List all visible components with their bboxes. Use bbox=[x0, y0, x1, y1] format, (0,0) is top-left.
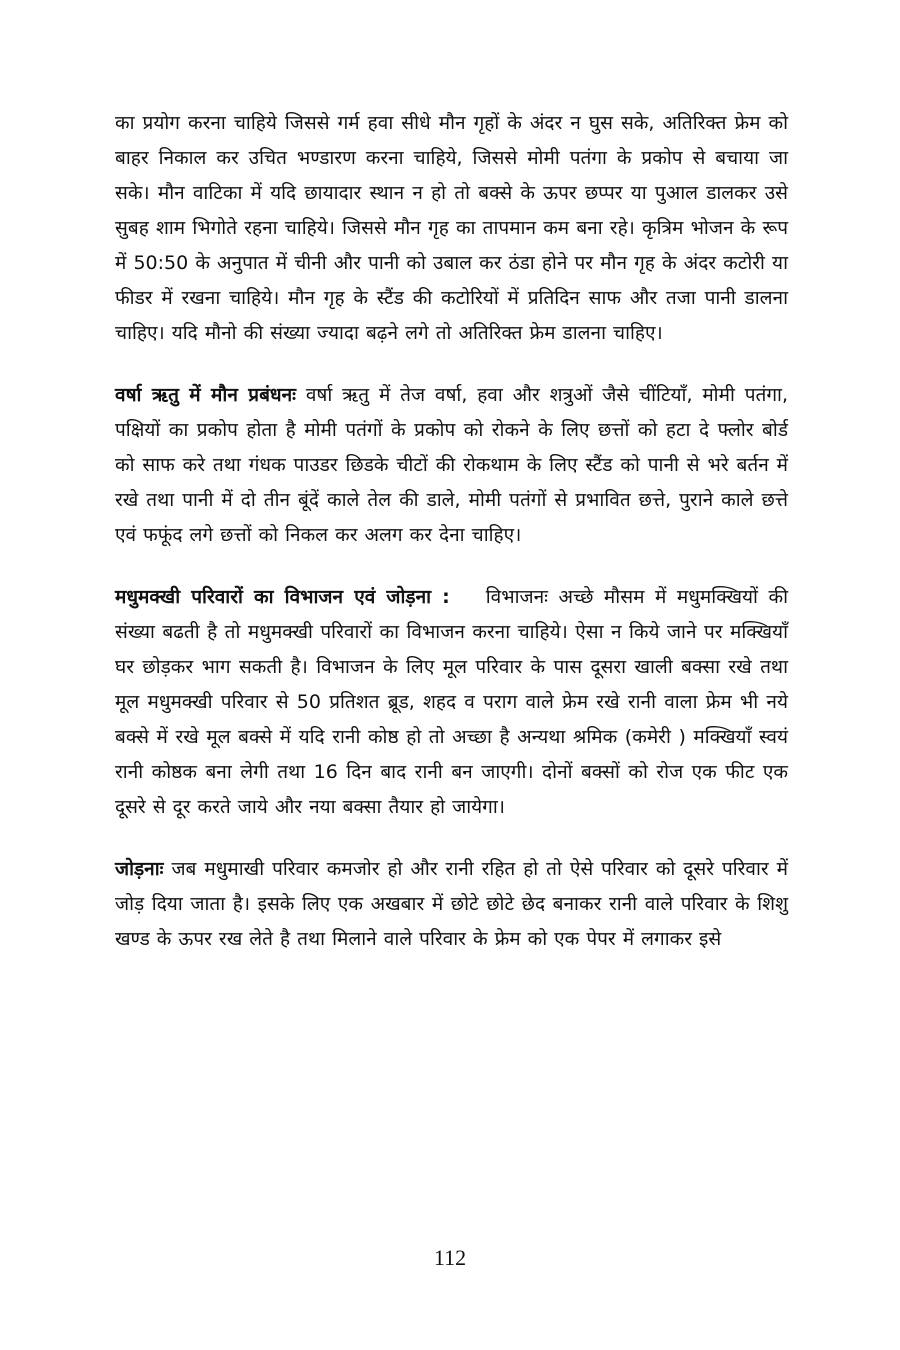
paragraph-division-joining bbox=[115, 580, 788, 825]
paragraph-text: विभाजनः अच्छे मौसम में मधुमक्खियों की संख्या बढती है तो मधुमक्खी परिवारों का विभाजन करना चाहिये। ऐसा न किये जाने पर मक्खियाँ घर छोड़कर भाग सकती है। विभाजन के लिए मूल परिवार के पास दूसरा खाली बक्सा रखे तथा मूल मधुमक्खी परिवार से 50 प्रतिशत ब्रूड, शहद व पराग वाले फ्रेम रखे रानी वाला फ्रेम भी नये बक्से में रखे मूल बक्से में यदि रानी कोष्ठ हो तो अच्छा है अन्यथा श्रमिक (कमेरी ) मक्खियाँ स्वयं रानी कोष्ठक बना लेगी तथा 16 दिन बाद रानी बन जाएगी। दोनों बक्सों को रोज एक फीट एक दूसरे से दूर करते जाये और नया बक्सा तैयार हो जायेगा। bbox=[115, 586, 789, 818]
page-number: 112 bbox=[433, 1245, 467, 1270]
page-body bbox=[115, 106, 788, 984]
paragraph-joining bbox=[115, 852, 788, 957]
paragraph-text: वर्षा ऋतु में तेज वर्षा, हवा और शत्रुओं जैसे चींटियाँ, मोमी पतंगा, पक्षियों का प्रकोप होता है मोमी पतंगों के प्रकोप को रोकने के लिए छत्तों को हटा दे फ्लोर बोर्ड को साफ करे तथा गंधक पाउडर छिडके चीटों की रोकथाम के लिए स्टैंड को पानी से भरे बर्तन में रखे तथा पानी में दो तीन बूंदें काले तेल की डाले, मोमी पतंगों से प्रभावित छत्ते, पुराने काले छत्ते एवं फफूंद लगे छत्तों को निकल कर अलग कर देना चाहिए। bbox=[115, 384, 788, 546]
section-heading: मधुमक्खी परिवारों का विभाजन एवं जोड़ना : bbox=[115, 586, 450, 608]
paragraph-monsoon-management bbox=[115, 378, 788, 553]
paragraph-summer-care bbox=[115, 106, 788, 351]
paragraph-text: का प्रयोग करना चाहिये जिससे गर्म हवा सीधे मौन गृहों के अंदर न घुस सके, अतिरिक्त फ्रेम को बाहर निकाल कर उचित भण्डारण करना चाहिये, जिससे मोमी पतंगा के प्रकोप से बचाया जा सके। मौन वाटिका में यदि छायादार स्थान न हो तो बक्से के ऊपर छप्पर या पुआल डालकर उसे सुबह शाम भिगोते रहना चाहिये। जिससे मौन गृह का तापमान कम बना रहे। कृत्रिम भोजन के रूप में 50:50 के अनुपात में चीनी और पानी को उबाल कर ठंडा होने पर मौन गृह के अंदर कटोरी या फीडर में रखना चाहिये। मौन गृह के स्टैंड की कटोरियों में प्रतिदिन साफ और तजा पानी डालना चाहिए। यदि मौनो की संख्या ज्यादा बढ़ने लगे तो अतिरिक्त फ्रेम डालना चाहिए। bbox=[115, 112, 788, 344]
section-heading: वर्षा ऋतु में मौन प्रबंधनः bbox=[115, 384, 296, 406]
paragraph-text: जब मधुमाखी परिवार कमजोर हो और रानी रहित हो तो ऐसे परिवार को दूसरे परिवार में जोड़ दिया जाता है। इसके लिए एक अखबार में छोटे छोटे छेद बनाकर रानी वाले परिवार के शिशु खण्ड के ऊपर रख लेते है तथा मिलाने वाले परिवार के फ्रेम को एक पेपर में लगाकर इसे bbox=[115, 858, 788, 950]
section-heading: जोड़नाः bbox=[115, 858, 164, 880]
